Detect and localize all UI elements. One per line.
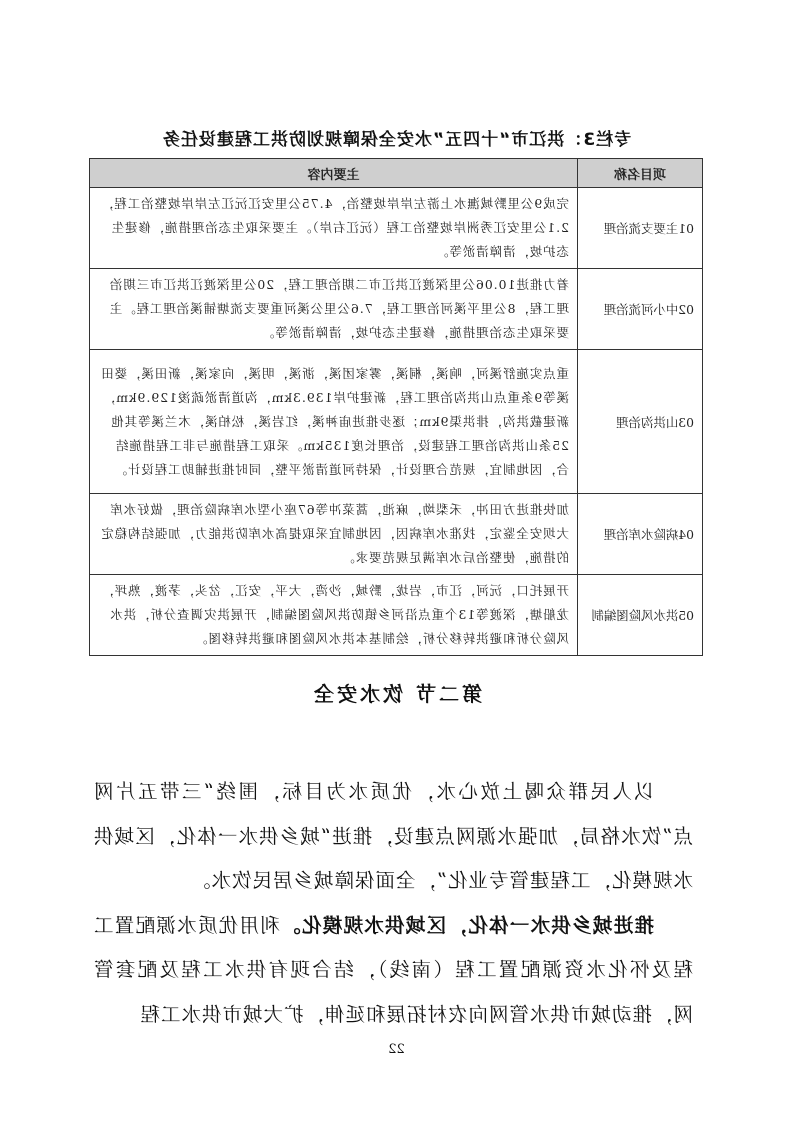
paragraph: 以人民群众喝上放心水，优质水为目标，围绕“三带五片网点”饮水格局，加强水源网点建设，推进“城乡供水一体化，区域供水规模化，工程建管专业化”，全面保障城乡居民饮水。 (93, 780, 693, 892)
table-caption: 专栏3：洪江市“十四五”水安全保障规划防洪工程建设任务 (161, 130, 632, 150)
row-main-content: 加快推进方田冲，禾梨坳，麻池，蒿菜冲等67座小型水库病险治理，做好水库大坝安全鉴定，找准水库病因，因地制宜采取提高水库防洪能力，加强结构稳定的措施，使整治后水库满足规范要求。 (90, 494, 578, 575)
row-main-content: 重点实施舒溪河，响溪，桐溪，雾家团溪，浙溪，明溪，向家溪，新田溪，婆田溪等9条重点山洪沟治理工程，新建护岸139.3km，沟道清淤疏浚129.9km，新建截洪沟，排洪渠9km；逐步推进庙神溪，红岩溪，松柏溪，木兰溪等其他25条山洪沟治理工程建设，治理长度135km。采取工程措施与非工程措施结合，因地制宜，规范合理设计，保持河道清淤平整，同时推进辅助工程设计。 (90, 350, 578, 494)
row-project-name: 03山洪沟治理 (578, 350, 703, 494)
row-main-content: 完成9公里黔城潕水上游左岸岸坡整治，4.75公里安江沅江左岸岸坡整治工程，2.1公里安江秀洲岸坡整治工程（沅江右岸）。主要采取生态治理措施，修建生态护坡，清障清淤等。 (90, 188, 578, 269)
paragraph-bold-lead: 推进城乡供水一体化，区域供水规模化。 (279, 913, 654, 937)
table-row (90, 269, 703, 350)
page-number: 22 (388, 1042, 405, 1057)
row-project-name: 01主要支流治理 (578, 188, 703, 269)
table-row (90, 575, 703, 656)
row-project-name: 04病险水库治理 (578, 494, 703, 575)
table-row (90, 350, 703, 494)
row-main-content: 着力推进10.06公里深渡江洪江市二期治理工程，20公里深渡江洪江市三期治理工程，8公里平溪河治理工程，7.6公里公溪河重要支流塘铺溪治理工程。主要采取生态治理措施，修建生态护坡，清障清淤等。 (90, 269, 578, 350)
body-text (93, 770, 693, 1037)
header-project-name: 项目名称 (578, 159, 703, 188)
flood-control-task-table (89, 158, 703, 656)
row-main-content: 开展托口，沅河，江市，岩垅，黔城，沙湾，大平，安江，岔头，茅渡，熟坪，龙船塘，深渡等13个重点沿河乡镇防洪风险图编制，开展洪灾调查分析，洪水风险分析和避洪转移分析，绘制基本洪水风险图和避洪转移图。 (90, 575, 578, 656)
table-row (90, 188, 703, 269)
table-row (90, 494, 703, 575)
header-main-content: 主要内容 (90, 159, 578, 188)
section-title: 第二节 饮水安全 (311, 682, 482, 706)
paragraph-text: 利用优质水源配置工程及怀化水资源配置工程（南线），结合现有供水工程及配套管网，推动城市供水管网向农村拓展和延伸，扩大城市供水工程 (93, 913, 693, 1026)
paragraph (93, 904, 693, 1038)
row-project-name: 02中小河流治理 (578, 269, 703, 350)
table-header-row (90, 159, 703, 188)
row-project-name: 05洪水风险图编制 (578, 575, 703, 656)
